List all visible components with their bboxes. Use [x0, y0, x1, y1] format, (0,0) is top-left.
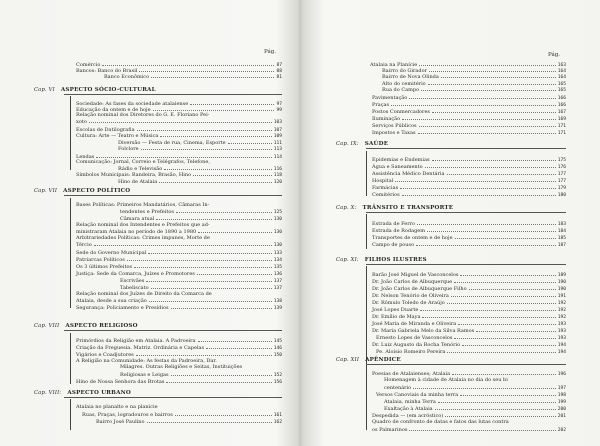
dot-leader — [149, 297, 272, 302]
dot-leader — [418, 129, 556, 134]
chapter-number: Cap. VII — [34, 188, 58, 194]
toc-entry — [372, 191, 566, 199]
dot-leader — [147, 418, 272, 423]
dot-leader — [460, 271, 555, 276]
toc-page-number: 107 — [273, 128, 282, 133]
chapter-rule — [64, 94, 282, 95]
chapter-title: ASPECTO SÓCIO-CULTURAL — [60, 87, 156, 93]
chapter-title: ASPECTO POLÍTICO — [63, 188, 131, 194]
toc-entry-title: Sociedade: As fases da sociedade atalaiense — [76, 101, 189, 107]
toc-entry — [384, 377, 566, 383]
toc-page-number: 125 — [273, 210, 282, 215]
dot-leader — [416, 241, 556, 246]
toc-page-number: 194 — [557, 343, 566, 348]
toc-entry-title: Vigários e Coadjutores — [76, 352, 134, 358]
toc-page-number: 150 — [273, 353, 282, 358]
toc-entry-title: Estrada de Ferro — [372, 221, 416, 227]
toc-entry — [382, 86, 566, 94]
toc-page-number: 130 — [273, 230, 282, 235]
dot-leader — [420, 306, 555, 311]
dot-leader — [96, 153, 271, 158]
chapter-heading — [336, 357, 401, 363]
toc-page-number: 169 — [557, 117, 566, 122]
chapter-rule — [366, 212, 566, 213]
toc-entry-title: Primórdios da Religião em Atalaia. A Padroeira — [76, 338, 196, 344]
toc-entry-title: Transportes de ontem e de hoje — [372, 235, 453, 241]
dot-leader — [402, 115, 556, 120]
toc-page-number: 202 — [557, 428, 566, 433]
toc-page-number: 156 — [273, 380, 282, 385]
toc-entry-title: Dr. Maria Gabriela Melo da Silva Ramos — [372, 328, 475, 334]
toc-page-number: 161 — [273, 413, 282, 418]
toc-entry-title: Dr. Emílio de Maya — [372, 314, 421, 320]
toc-entry-title: Atalaia, desde a sua criação — [76, 298, 147, 304]
toc-page-number: 113 — [273, 147, 282, 152]
toc-page-number: 199 — [557, 400, 566, 405]
chapter-bracket — [70, 96, 71, 170]
dot-leader — [193, 171, 272, 176]
dot-leader — [197, 270, 272, 275]
toc-page-number: 183 — [557, 222, 566, 227]
toc-page-number: 164 — [557, 75, 566, 80]
toc-entry-title: Tércio — [76, 242, 92, 248]
toc-page-number: 192 — [557, 308, 566, 313]
chapter-title: ASPECTO URBANO — [67, 390, 131, 396]
dot-leader — [413, 384, 556, 389]
dot-leader — [141, 145, 272, 150]
toc-entry-title: os Palmarinos — [372, 427, 408, 433]
dot-leader — [441, 73, 556, 78]
toc-page-number: 134 — [273, 258, 282, 263]
toc-page-number: 114 — [273, 155, 282, 160]
toc-entry-title: Exaltação à Atalaia — [384, 406, 433, 412]
toc-page-number: 200 — [557, 407, 566, 412]
toc-page-number: 201 — [557, 414, 566, 419]
toc-entry — [372, 426, 566, 434]
toc-page-number: 130 — [273, 217, 282, 222]
toc-entry-title: Tabeliscato — [120, 285, 149, 291]
dot-leader — [438, 398, 556, 403]
toc-page-number: 189 — [557, 273, 566, 278]
toc-page-number: 165 — [557, 88, 566, 93]
toc-entry-title: A Religião na Comunidade: As festas da Padroeira, Dar. — [76, 358, 217, 364]
toc-page-number: 162 — [273, 420, 282, 425]
toc-page-number: 177 — [557, 172, 566, 177]
toc-entry-title: Quadro de confronto de datas e fatos das lutas contra — [372, 419, 509, 425]
dot-leader — [476, 327, 555, 332]
toc-entry-title: centenário — [384, 385, 412, 391]
toc-entry-title: Pavimentação — [372, 95, 408, 101]
toc-page-number: 164 — [557, 69, 566, 74]
chapter-rule — [366, 264, 566, 265]
toc-page-number: 177 — [557, 179, 566, 184]
dot-leader — [136, 351, 272, 356]
toc-entry-title: Criação da Freguesia. Matriz. Ordinária e Capelas — [76, 345, 205, 351]
toc-page-number: 152 — [273, 373, 282, 378]
dot-leader — [137, 126, 272, 131]
dot-leader — [175, 411, 272, 416]
toc-page-number: 120 — [273, 180, 282, 185]
toc-entry-title: José Maria de Miranda e Oliveira — [372, 321, 457, 327]
dot-leader — [422, 313, 555, 318]
toc-page-number: 171 — [557, 124, 566, 129]
toc-page-number: 196 — [557, 372, 566, 377]
chapter-bracket — [366, 366, 367, 430]
toc-page-number: 179 — [557, 186, 566, 191]
chapter-rule — [64, 330, 282, 331]
dot-leader — [462, 341, 556, 346]
toc-entry-title: Água e Saneamento — [372, 164, 423, 170]
toc-page-number: 163 — [557, 63, 566, 68]
toc-page-number: 87 — [276, 63, 282, 68]
toc-entry-title: Símbolos Municipais: Bandeira, Brasão, Hino — [76, 172, 192, 178]
toc-entry-title: Epidemias e Endemias — [372, 157, 430, 163]
toc-entry-title: Segurança: Policiamento e Presídios — [76, 305, 169, 311]
toc-page-number: 137 — [273, 286, 282, 291]
toc-entry — [76, 241, 282, 249]
toc-entry-title: Poesias de Atalaienses; Atalaia — [372, 371, 451, 377]
toc-entry-title: Campo de pouso — [372, 242, 415, 248]
toc-entry-title: Atalaia na Planície — [370, 62, 418, 68]
toc-page-number: 111 — [273, 141, 282, 146]
toc-entry-title: Milagres. Outras Religiões e Seitas, Instituições — [120, 364, 243, 370]
chapter-heading — [336, 205, 453, 211]
toc-entry — [104, 73, 282, 81]
dot-leader — [171, 304, 272, 309]
toc-entry-title: Lendas — [76, 154, 95, 160]
chapter-rule — [64, 397, 282, 398]
dot-leader — [146, 277, 271, 282]
toc-page-number: 193 — [557, 322, 566, 327]
dot-leader — [402, 191, 556, 196]
toc-page-number: 184 — [557, 229, 566, 234]
toc-entry-title: Relação nominal dos Juízes de Direito da Comarca de — [76, 291, 212, 297]
toc-entry-title: Educação da ontem e de hoje — [76, 107, 151, 113]
dot-leader — [198, 228, 271, 233]
toc-entry-title: Dr. Luiz Augusto da Rocha Tenório — [372, 342, 461, 348]
toc-page-number: 171 — [557, 131, 566, 136]
toc-entry-title: José Lopes Duarte — [372, 307, 419, 313]
dot-leader — [428, 80, 556, 85]
toc-entry-title: Homenagem à cidade de Atalaia no dia do seu bi — [384, 377, 508, 383]
toc-entry-title: Dr. Rômulo Toledo de Araújo — [372, 300, 445, 306]
dot-leader — [166, 378, 271, 383]
dot-leader — [400, 184, 556, 189]
toc-entry-title: Ernesto Lopes de Vasconcelos — [376, 335, 453, 341]
toc-entry-title: Dr. João Carlos de Albuquerque — [372, 279, 453, 285]
chapter-rule — [366, 364, 566, 365]
dot-leader — [460, 391, 555, 396]
toc-entry-title: Atalaia, minha Terra — [384, 399, 436, 405]
toc-entry-title: Comunicação: Jornal, Correio e Telégrafos, Telefone, — [76, 159, 210, 165]
toc-entry-title: Hospital — [372, 178, 394, 184]
toc-entry-title: Assistência Médico Dentária — [372, 171, 445, 177]
chapter-number: Cap. VIII: — [34, 390, 62, 396]
toc-entry — [76, 378, 282, 386]
toc-entry — [76, 304, 282, 312]
dot-leader — [447, 170, 556, 175]
dot-leader — [395, 177, 555, 182]
toc-entry-title: Comércio — [76, 62, 101, 68]
toc-entry-title: Barão José Miguel de Vasconcelos — [372, 272, 459, 278]
chapter-title: ASPECTO RELIGIOSO — [65, 323, 138, 329]
chapter-heading — [34, 87, 156, 93]
toc-page-number: 176 — [557, 165, 566, 170]
toc-entry-title: Rádio e Televisão — [118, 166, 163, 172]
toc-entry-title: Patriarcas Políticos — [76, 257, 125, 263]
toc-entry-title: Praças — [372, 102, 390, 108]
dot-leader — [139, 67, 274, 72]
toc-entry — [372, 129, 566, 137]
chapter-heading — [34, 188, 130, 194]
toc-page-number: 192 — [557, 301, 566, 306]
toc-page-number: 109 — [273, 134, 282, 139]
chapter-heading — [336, 141, 388, 147]
toc-entry — [372, 419, 566, 425]
toc-page-number: 193 — [557, 336, 566, 341]
toc-entry-title: Justiça: Sede da Comarca, Juízes e Promotores — [76, 271, 195, 277]
toc-page-number: 139 — [273, 306, 282, 311]
toc-page-number: 185 — [557, 236, 566, 241]
chapter-number: Cap. VIII — [34, 323, 60, 329]
toc-page-number: 197 — [557, 386, 566, 391]
toc-entry-title: Folclore — [118, 146, 139, 152]
toc-page-number: 145 — [273, 339, 282, 344]
dot-leader — [427, 227, 556, 232]
toc-entry-title: Câmara atual — [120, 216, 155, 222]
toc-page-number: 97 — [276, 102, 282, 107]
dot-leader — [164, 165, 271, 170]
toc-page-number: 118 — [273, 173, 282, 178]
toc-entry — [76, 404, 282, 410]
toc-entry-title: Dr. Nelson Tenório de Oliveira — [372, 293, 449, 299]
dot-leader — [190, 100, 274, 105]
chapter-heading — [336, 257, 427, 263]
dot-leader — [432, 108, 556, 113]
toc-page-number: 175 — [557, 158, 566, 163]
dot-leader — [228, 139, 272, 144]
toc-page-number: 165 — [557, 82, 566, 87]
dot-leader — [447, 299, 556, 304]
dot-leader — [206, 344, 272, 349]
toc-entry-title: Alto do cemitério — [382, 81, 426, 87]
chapter-heading — [34, 323, 138, 329]
toc-entry-title: Religiosas e Leigas — [120, 372, 169, 378]
chapter-title: FILHOS ILUSTRES — [364, 257, 427, 263]
toc-entry-title: Versos Canoviais da minha terra — [376, 392, 459, 398]
toc-entry-title: Bairro José Paulino — [96, 419, 145, 425]
dot-leader — [102, 61, 274, 66]
toc-page-number: 191 — [557, 294, 566, 299]
toc-entry-title: Cemitérios — [372, 192, 400, 198]
toc-entry-title: Bairro do Girador — [382, 68, 427, 74]
toc-page-number: 130 — [273, 243, 282, 248]
toc-entry-title: Bases Políticas: Primeiros Mandatários, Câmaras In- — [76, 202, 210, 208]
dot-leader — [94, 241, 272, 246]
dot-leader — [153, 106, 275, 111]
dot-leader — [458, 320, 555, 325]
chapter-heading — [34, 390, 131, 396]
toc-page-number: 167 — [557, 110, 566, 115]
toc-page-number: 137 — [273, 279, 282, 284]
toc-page-number: 138 — [273, 299, 282, 304]
toc-entry-title: Os 3 últimos Prefeitos — [76, 264, 133, 270]
dot-leader — [89, 118, 272, 123]
chapter-number: Cap. XII — [336, 357, 360, 363]
toc-entry-title: Escolas de Datilografia — [76, 127, 135, 133]
toc-entry-title: Diversão — Festa de rua, Cinema, Esporte — [118, 140, 226, 146]
dot-leader — [451, 292, 556, 297]
dot-leader — [419, 61, 556, 66]
dot-leader — [176, 208, 272, 213]
dot-leader — [454, 334, 555, 339]
dot-leader — [429, 67, 556, 72]
dot-leader — [447, 348, 555, 353]
toc-entry-title: Postos Conmercadores — [372, 109, 430, 115]
dot-leader — [432, 156, 556, 161]
toc-entry-title: Hino de Nossa Senhora das Brotas — [76, 379, 165, 385]
chapter-rule — [64, 195, 282, 196]
toc-page-number: 190 — [557, 287, 566, 292]
page-column-label: Pág. — [264, 49, 277, 55]
dot-leader — [198, 337, 272, 342]
chapter-rule — [366, 148, 566, 149]
toc-entry-title: Relação nominal dos Diretores do G. E. Floriano Pei- — [76, 112, 210, 118]
chapter-title: SAÚDE — [364, 141, 389, 147]
chapter-bracket — [70, 198, 71, 308]
toc-entry-title: tendentes e Prefeitos — [120, 209, 174, 215]
toc-entry-title: Serviços Públicos — [372, 123, 417, 129]
toc-page-number: 193 — [557, 329, 566, 334]
toc-entry-title: Atalaia no planalto e na planície — [76, 404, 158, 410]
toc-entry-title: Iluminação — [372, 116, 401, 122]
toc-entry-title: Pe. Aloísio Romeiro Pereira — [376, 349, 446, 355]
toc-entry-title: ministraram Atalaia no período de 1890 a 1980 — [76, 229, 197, 235]
toc-entry-title: Ruas, Praças, logradouros e bairros — [82, 412, 173, 418]
toc-entry-title: Impostos e Taxas — [372, 130, 416, 136]
toc-page-number: 99 — [276, 108, 282, 113]
toc-entry-title: Arbitrariedades Políticas: Crimes impunes, Morte de — [76, 235, 210, 241]
chapter-bracket — [366, 214, 367, 249]
toc-entry — [96, 418, 282, 426]
chapter-bracket — [70, 333, 71, 384]
chapter-number: Cap. IX: — [336, 141, 359, 147]
toc-entry — [118, 145, 282, 153]
dot-leader — [454, 278, 556, 283]
toc-entry-title: Despedida — (em acróstico) — [372, 413, 444, 419]
dot-leader — [151, 73, 274, 78]
dot-leader — [160, 132, 271, 137]
toc-entry-title: Sede do Governo Municipal — [76, 250, 147, 256]
toc-page-number: 190 — [557, 280, 566, 285]
toc-page-number: 166 — [557, 96, 566, 101]
dot-leader — [171, 371, 272, 376]
toc-page-number: 180 — [557, 193, 566, 198]
chapter-number: Cap. VI — [34, 87, 55, 93]
toc-entry — [120, 364, 282, 370]
toc-entry — [372, 241, 566, 249]
dot-leader — [134, 263, 272, 268]
toc-entry-title: Bancos: Banco do Brasil — [76, 68, 138, 74]
chapter-bracket — [70, 399, 71, 430]
dot-leader — [455, 234, 556, 239]
dot-leader — [127, 256, 272, 261]
toc-entry-title: Hino de Atalaia — [118, 179, 158, 185]
dot-leader — [151, 284, 272, 289]
toc-entry — [376, 348, 566, 356]
chapter-title: TRÂNSITO E TRANSPORTE — [362, 205, 454, 211]
toc-entry — [76, 118, 282, 126]
toc-page-number: 103 — [273, 120, 282, 125]
dot-leader — [417, 220, 556, 225]
toc-page-number: 166 — [557, 103, 566, 108]
toc-entry-title: xoto — [76, 119, 87, 125]
dot-leader — [452, 370, 556, 375]
dot-leader — [425, 163, 556, 168]
toc-entry-title: Cultura: Arte — Teatro e Música — [76, 133, 159, 139]
toc-entry-title: Relação nominal dos Intendentes e Prefeitos que ad- — [76, 222, 210, 228]
toc-page-number: 81 — [276, 75, 282, 80]
toc-entry-title: Farmácias — [372, 185, 399, 191]
toc-page-number: 198 — [557, 393, 566, 398]
toc-page-number: 88 — [276, 69, 282, 74]
toc-page-number: 192 — [557, 315, 566, 320]
toc-page-number: 135 — [273, 265, 282, 270]
toc-page-number: 146 — [273, 346, 282, 351]
toc-page-number: 136 — [273, 272, 282, 277]
dot-leader — [148, 249, 271, 254]
chapter-title: APÊNDICE — [365, 357, 401, 363]
toc-entry-title: Bairro de Nova Olinda — [382, 74, 439, 80]
dot-leader — [435, 405, 556, 410]
toc-page-number: 187 — [557, 243, 566, 248]
chapter-number: Cap. X: — [336, 205, 357, 211]
dot-leader — [421, 86, 556, 91]
chapter-number: Cap. XI: — [336, 257, 359, 263]
toc-entry — [118, 178, 282, 186]
toc-page-number: 116 — [273, 167, 282, 172]
toc-entry-title: Escrivães — [120, 278, 145, 284]
toc-entry-title: Estrada de Rodagem — [372, 228, 425, 234]
dot-leader — [409, 426, 555, 431]
toc-entry-title: Rua do Campo — [382, 87, 420, 93]
chapter-bracket — [366, 151, 367, 196]
dot-leader — [445, 412, 555, 417]
dot-leader — [391, 101, 556, 106]
dot-leader — [409, 94, 555, 99]
dot-leader — [419, 122, 556, 127]
toc-page-number: 133 — [273, 251, 282, 256]
toc-page-number: 194 — [557, 350, 566, 355]
page-column-label: Pág. — [548, 52, 561, 58]
dot-leader — [159, 178, 271, 183]
toc-entry-title: Dr. João Carlos de Albuquerque Filho — [372, 286, 467, 292]
dot-leader — [156, 215, 271, 220]
toc-entry-title: Banco Econômico — [104, 74, 150, 80]
dot-leader — [469, 285, 556, 290]
